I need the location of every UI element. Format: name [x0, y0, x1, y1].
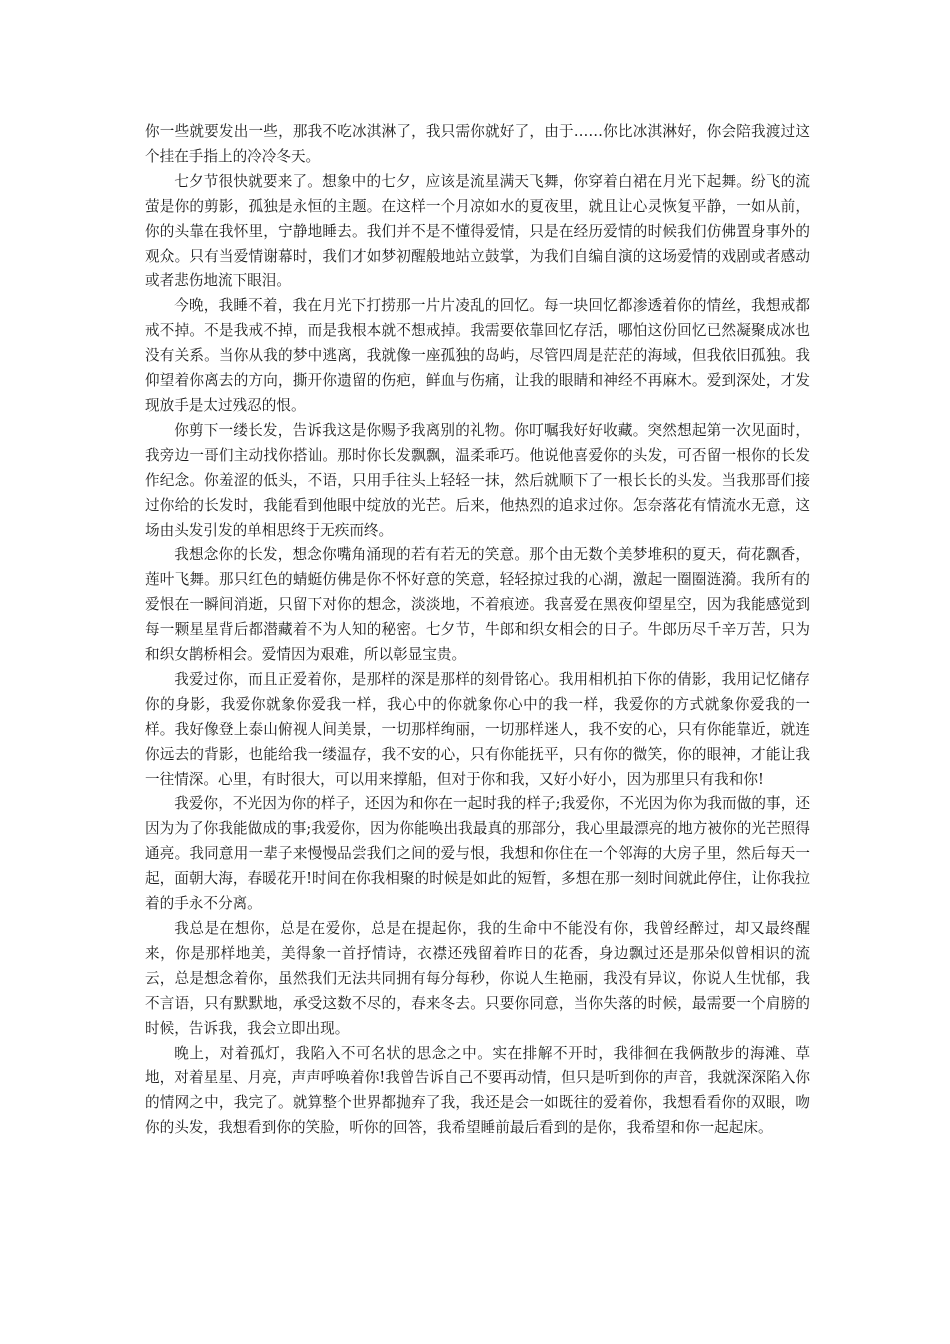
paragraph-6: 我爱过你，而且正爱着你，是那样的深是那样的刻骨铭心。我用相机拍下你的倩影，我用记忆储存你的身影，我爱你就象你爱我一样，我心中的你就象你心中的我一样，我爱你的方式就象你爱我的一样。我好像登上泰山俯视人间美景，一切那样绚丽，一切那样迷人，我不安的心，只有你能靠近，就连你远去的背影，也能给我一缕温存，我不安的心，只有你能抚平，只有你的微笑，你的眼神，才能让我一往情深。心里，有时很大，可以用来撑船，但对于你和我，又好小好小，因为那里只有我和你! — [145, 670, 810, 788]
paragraph-9: 晚上，对着孤灯，我陷入不可名状的思念之中。实在排解不开时，我徘徊在我俩散步的海滩、草地，对着星星、月亮，声声呼唤着你!我曾告诉自己不要再动情，但只是听到你的声音，我就深深陷入你的情网之中，我完了。就算整个世界都抛弃了我，我还是会一如既往的爱着你，我想看看你的双眼，吻你的头发，我想看到你的笑脸，听你的回答，我希望睡前最后看到的是你，我希望和你一起起床。 — [145, 1044, 810, 1137]
paragraph-5: 我想念你的长发，想念你嘴角涌现的若有若无的笑意。那个由无数个美梦堆积的夏天，荷花飘香，莲叶飞舞。那只红色的蜻蜓仿佛是你不怀好意的笑意，轻轻掠过我的心湖，激起一圈圈涟漪。我所有的爱恨在一瞬间消逝，只留下对你的想念，淡淡地，不着痕迹。我喜爱在黑夜仰望星空，因为我能感觉到每一颗星星背后都潜藏着不为人知的秘密。七夕节，牛郎和织女相会的日子。牛郎历尽千辛万苦，只为和织女鹊桥相会。爱情因为艰难，所以彰显宝贵。 — [145, 546, 810, 664]
paragraph-8: 我总是在想你，总是在爱你，总是在提起你，我的生命中不能没有你，我曾经醉过，却又最终醒来，你是那样地美，美得象一首抒情诗，衣襟还残留着昨日的花香，身边飘过还是那朵似曾相识的流云，总是想念着你，虽然我们无法共同拥有每分每秒，你说人生艳丽，我没有异议，你说人生忧郁，我不言语，只有默默地，承受这数不尽的，春来冬去。只要你同意，当你失落的时候，最需要一个肩膀的时候，告诉我，我会立即出现。 — [145, 920, 810, 1037]
paragraph-2: 七夕节很快就要来了。想象中的七夕，应该是流星满天飞舞，你穿着白裙在月光下起舞。纷飞的流萤是你的剪影，孤独是永恒的主题。在这样一个月凉如水的夏夜里，就且让心灵恢复平静，一如从前，你的头靠在我怀里，宁静地睡去。我们并不是不懂得爱情，只是在经历爱情的时候我们仿佛置身事外的观众。只有当爱情谢幕时，我们才如梦初醒般地站立鼓掌，为我们自编自演的这场爱情的戏剧或者感动或者悲伤地流下眼泪。 — [145, 172, 810, 290]
document-body — [145, 120, 810, 1141]
paragraph-3: 今晚，我睡不着，我在月光下打捞那一片片凌乱的回忆。每一块回忆都渗透着你的情丝，我想戒都戒不掉。不是我戒不掉，而是我根本就不想戒掉。我需要依靠回忆存活，哪怕这份回忆已然凝聚成冰也没有关系。当你从我的梦中逃离，我就像一座孤独的岛屿，尽管四周是茫茫的海域，但我依旧孤独。我仰望着你离去的方向，撕开你遗留的伤疤，鲜血与伤痛，让我的眼睛和神经不再麻木。爱到深处，才发现放手是太过残忍的恨。 — [145, 297, 810, 414]
paragraph-4: 你剪下一缕长发，告诉我这是你赐予我离别的礼物。你叮嘱我好好收藏。突然想起第一次见面时，我旁边一哥们主动找你搭讪。那时你长发飘飘，温柔乖巧。他说他喜爱你的头发，可否留一根你的长发作纪念。你羞涩的低头，不语，只用手往头上轻轻一抹，然后就顺下了一根长长的头发。当我那哥们接过你给的长发时，我能看到他眼中绽放的光芒。后来，他热烈的追求过你。怎奈落花有情流水无意，这场由头发引发的单相思终于无疾而终。 — [145, 421, 810, 539]
paragraph-7: 我爱你，不光因为你的样子，还因为和你在一起时我的样子;我爱你，不光因为你为我而做的事，还因为为了你我能做成的事;我爱你，因为你能唤出我最真的那部分，我心里最漂亮的地方被你的光芒照得通亮。我同意用一辈子来慢慢品尝我们之间的爱与恨，我想和你住在一个邻海的大房子里，然后每天一起，面朝大海，春暖花开!时间在你我相聚的时候是如此的短暂，多想在那一刻时间就此停住，让你我拉着的手永不分离。 — [145, 795, 810, 913]
paragraph-1: 你一些就要发出一些，那我不吃冰淇淋了，我只需你就好了，由于……你比冰淇淋好，你会陪我渡过这个挂在手指上的冷冷冬天。 — [145, 123, 810, 165]
